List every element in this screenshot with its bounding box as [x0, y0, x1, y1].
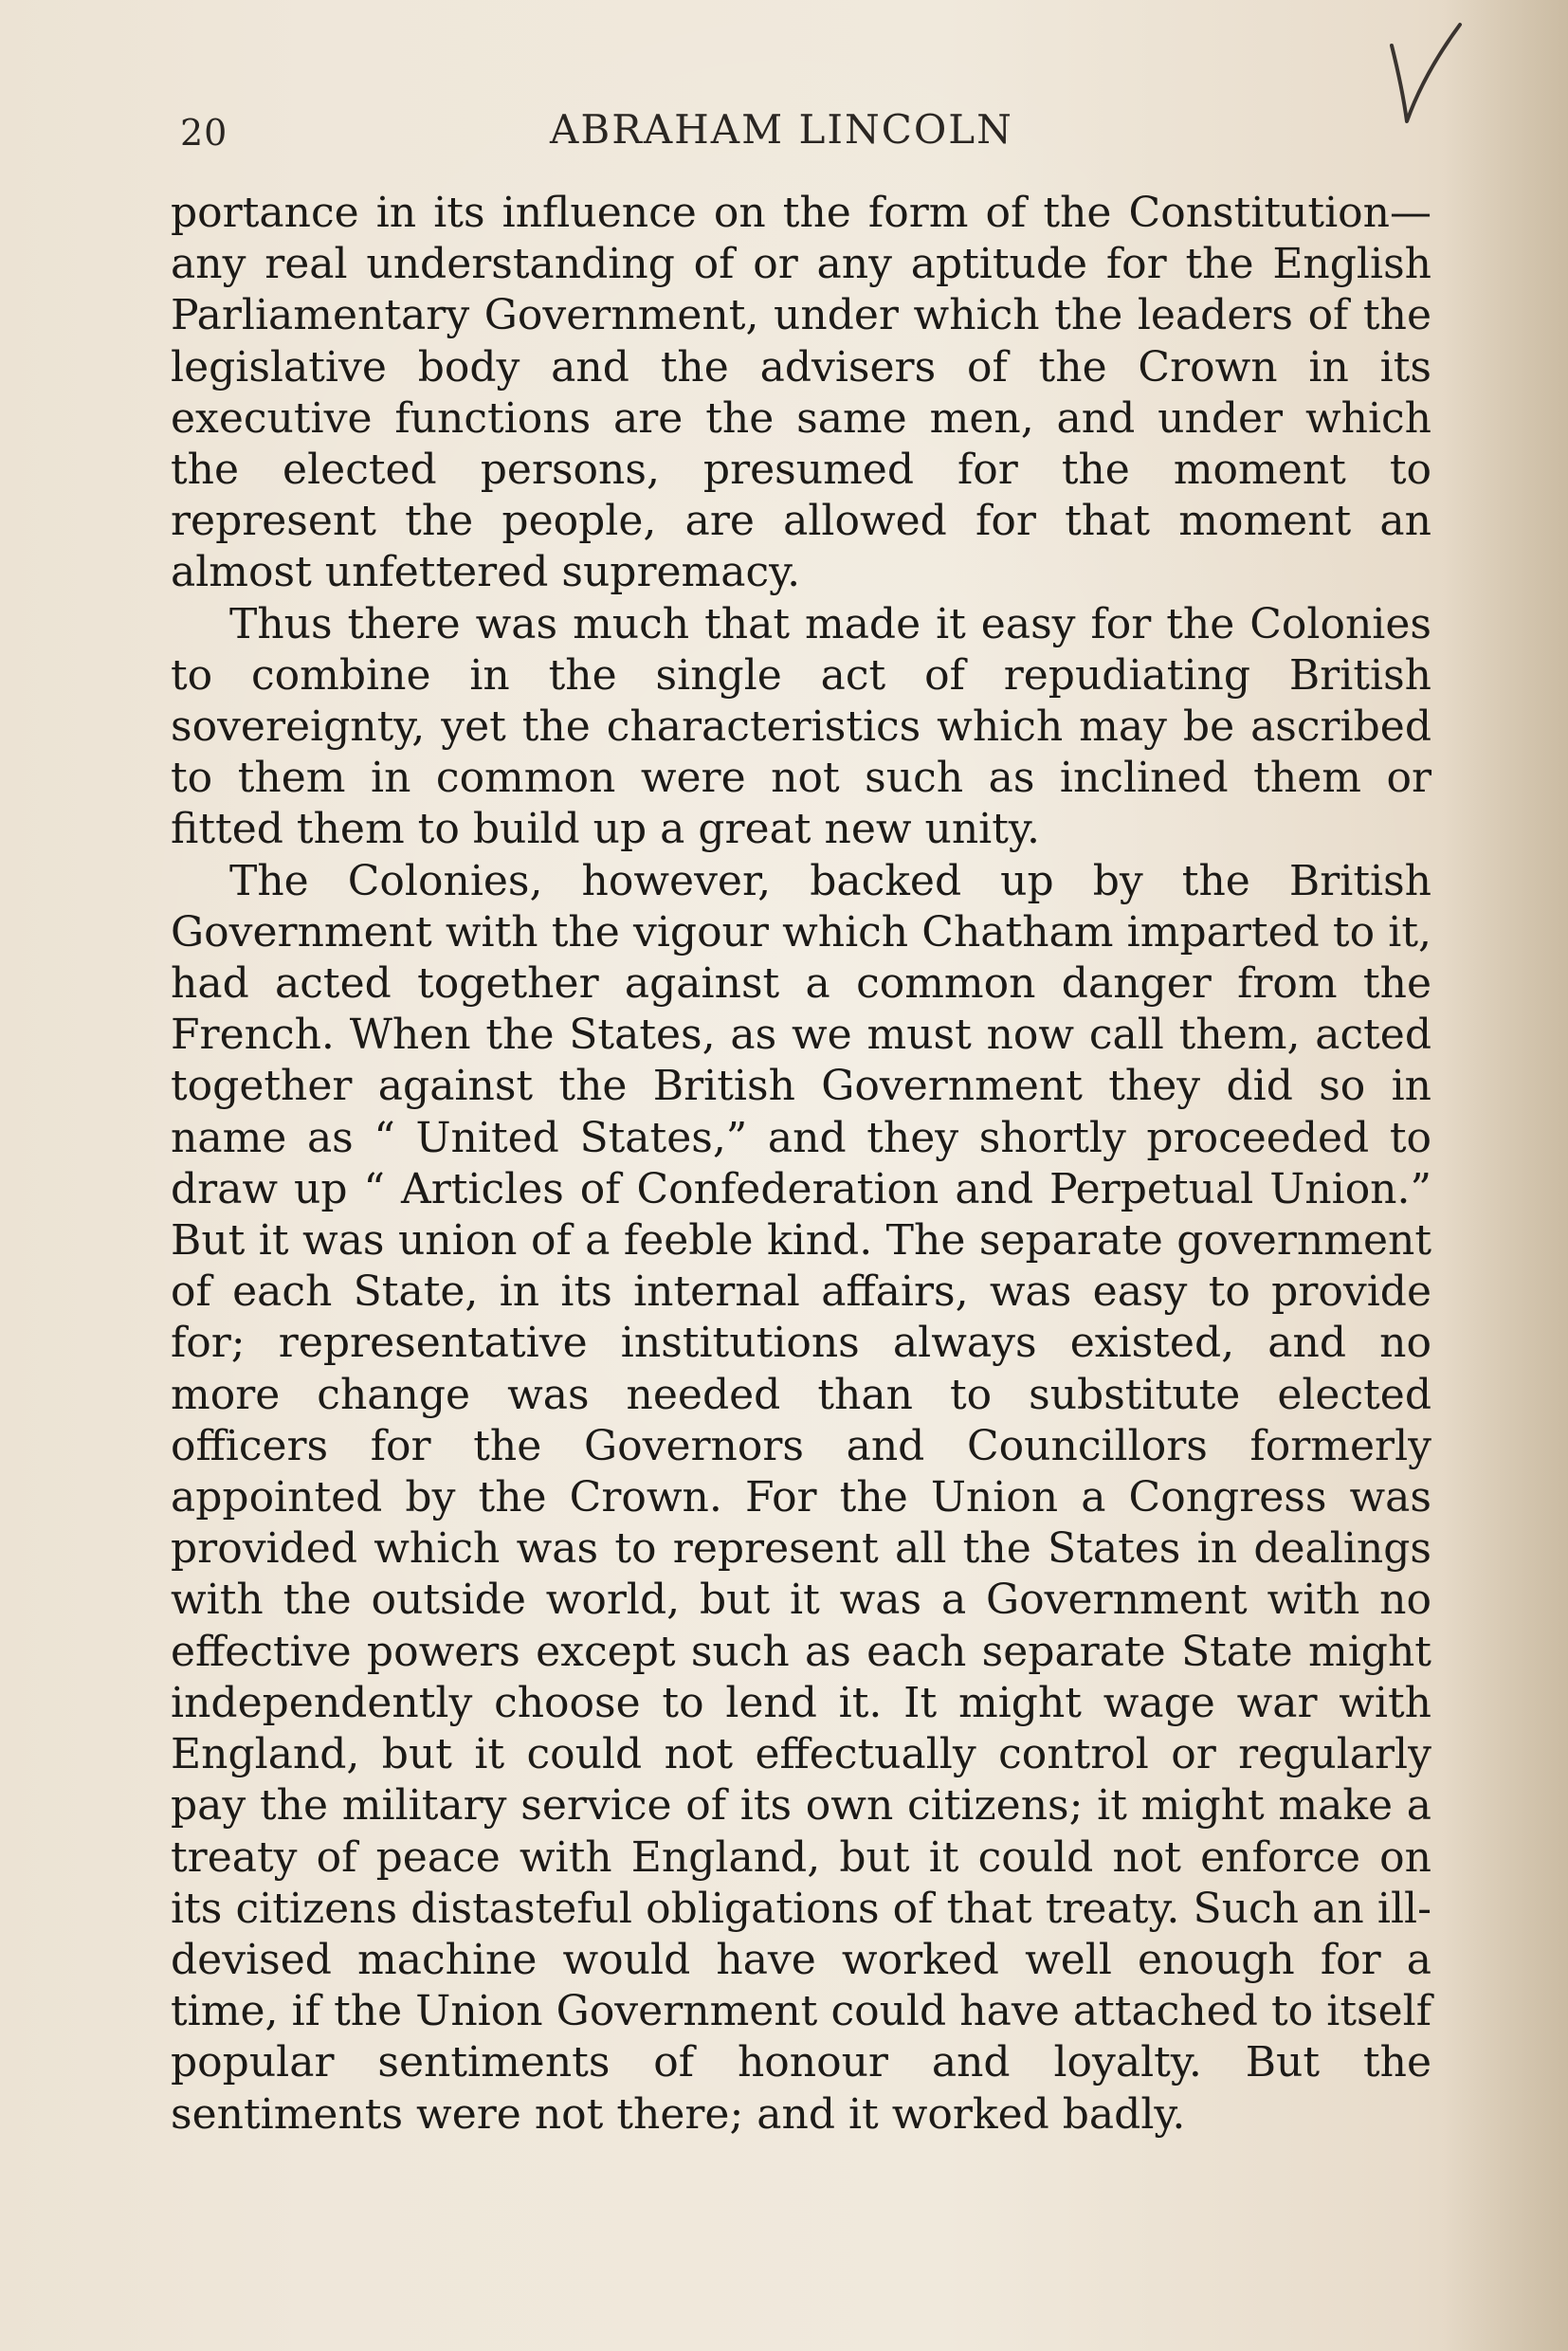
paragraph-1: portance in its influence on the form of the Constitution—any real understanding of or any aptitude for the English Parliamentary Government, under which the leaders of the legislative body and the advisers of the Crown in its executive functions are the same men, and under which the elected persons, presumed for the moment to represent the people, are allowed for that moment an almost unfettered supremacy. [171, 189, 1431, 597]
body-text [171, 188, 1431, 2141]
paragraph-3: The Colonies, however, backed up by the British Government with the vigour which Chatham imparted to it, had acted together against a common danger from the French. When the States, as we must now call them, acted together against the British Government they did so in name as “ United States,” and they shortly proceeded to draw up “ Articles of Confederation and Perpetual Union.” But it was union of a feeble kind. The separate government of each State, in its internal affairs, was easy to provide for; representative institutions always existed, and no more change was needed than to substitute elected officers for the Governors and Councillors formerly appointed by the Crown. For the Union a Congress was provided which was to represent all the States in dealings with the outside world, but it was a Government with no effective powers except such as each separate State might independently choose to lend it. It might wage war with England, but it could not effectually control or regularly pay the military service of its own citizens; it might make a treaty of peace with England, but it could not enforce on its citizens distasteful obligations of that treaty. Such an ill-devised machine would have worked well enough for a time, if the Union Government could have attached to itself popular sentiments of honour and loyalty. But the sentiments were not there; and it worked badly. [171, 856, 1431, 2139]
page-gutter-shadow [1445, 0, 1568, 2351]
page-header [180, 102, 1422, 159]
paragraph-2: Thus there was much that made it easy for the Colonies to combine in the single act of repudiating British sovereignty, yet the characteristics which may be ascribed to them in common were not such as inclined them or fitted them to build up a great new unity. [171, 599, 1431, 854]
running-head: ABRAHAM LINCOLN [550, 106, 1013, 153]
page-number: 20 [180, 112, 228, 154]
handwritten-check-mark-icon [1384, 19, 1469, 133]
